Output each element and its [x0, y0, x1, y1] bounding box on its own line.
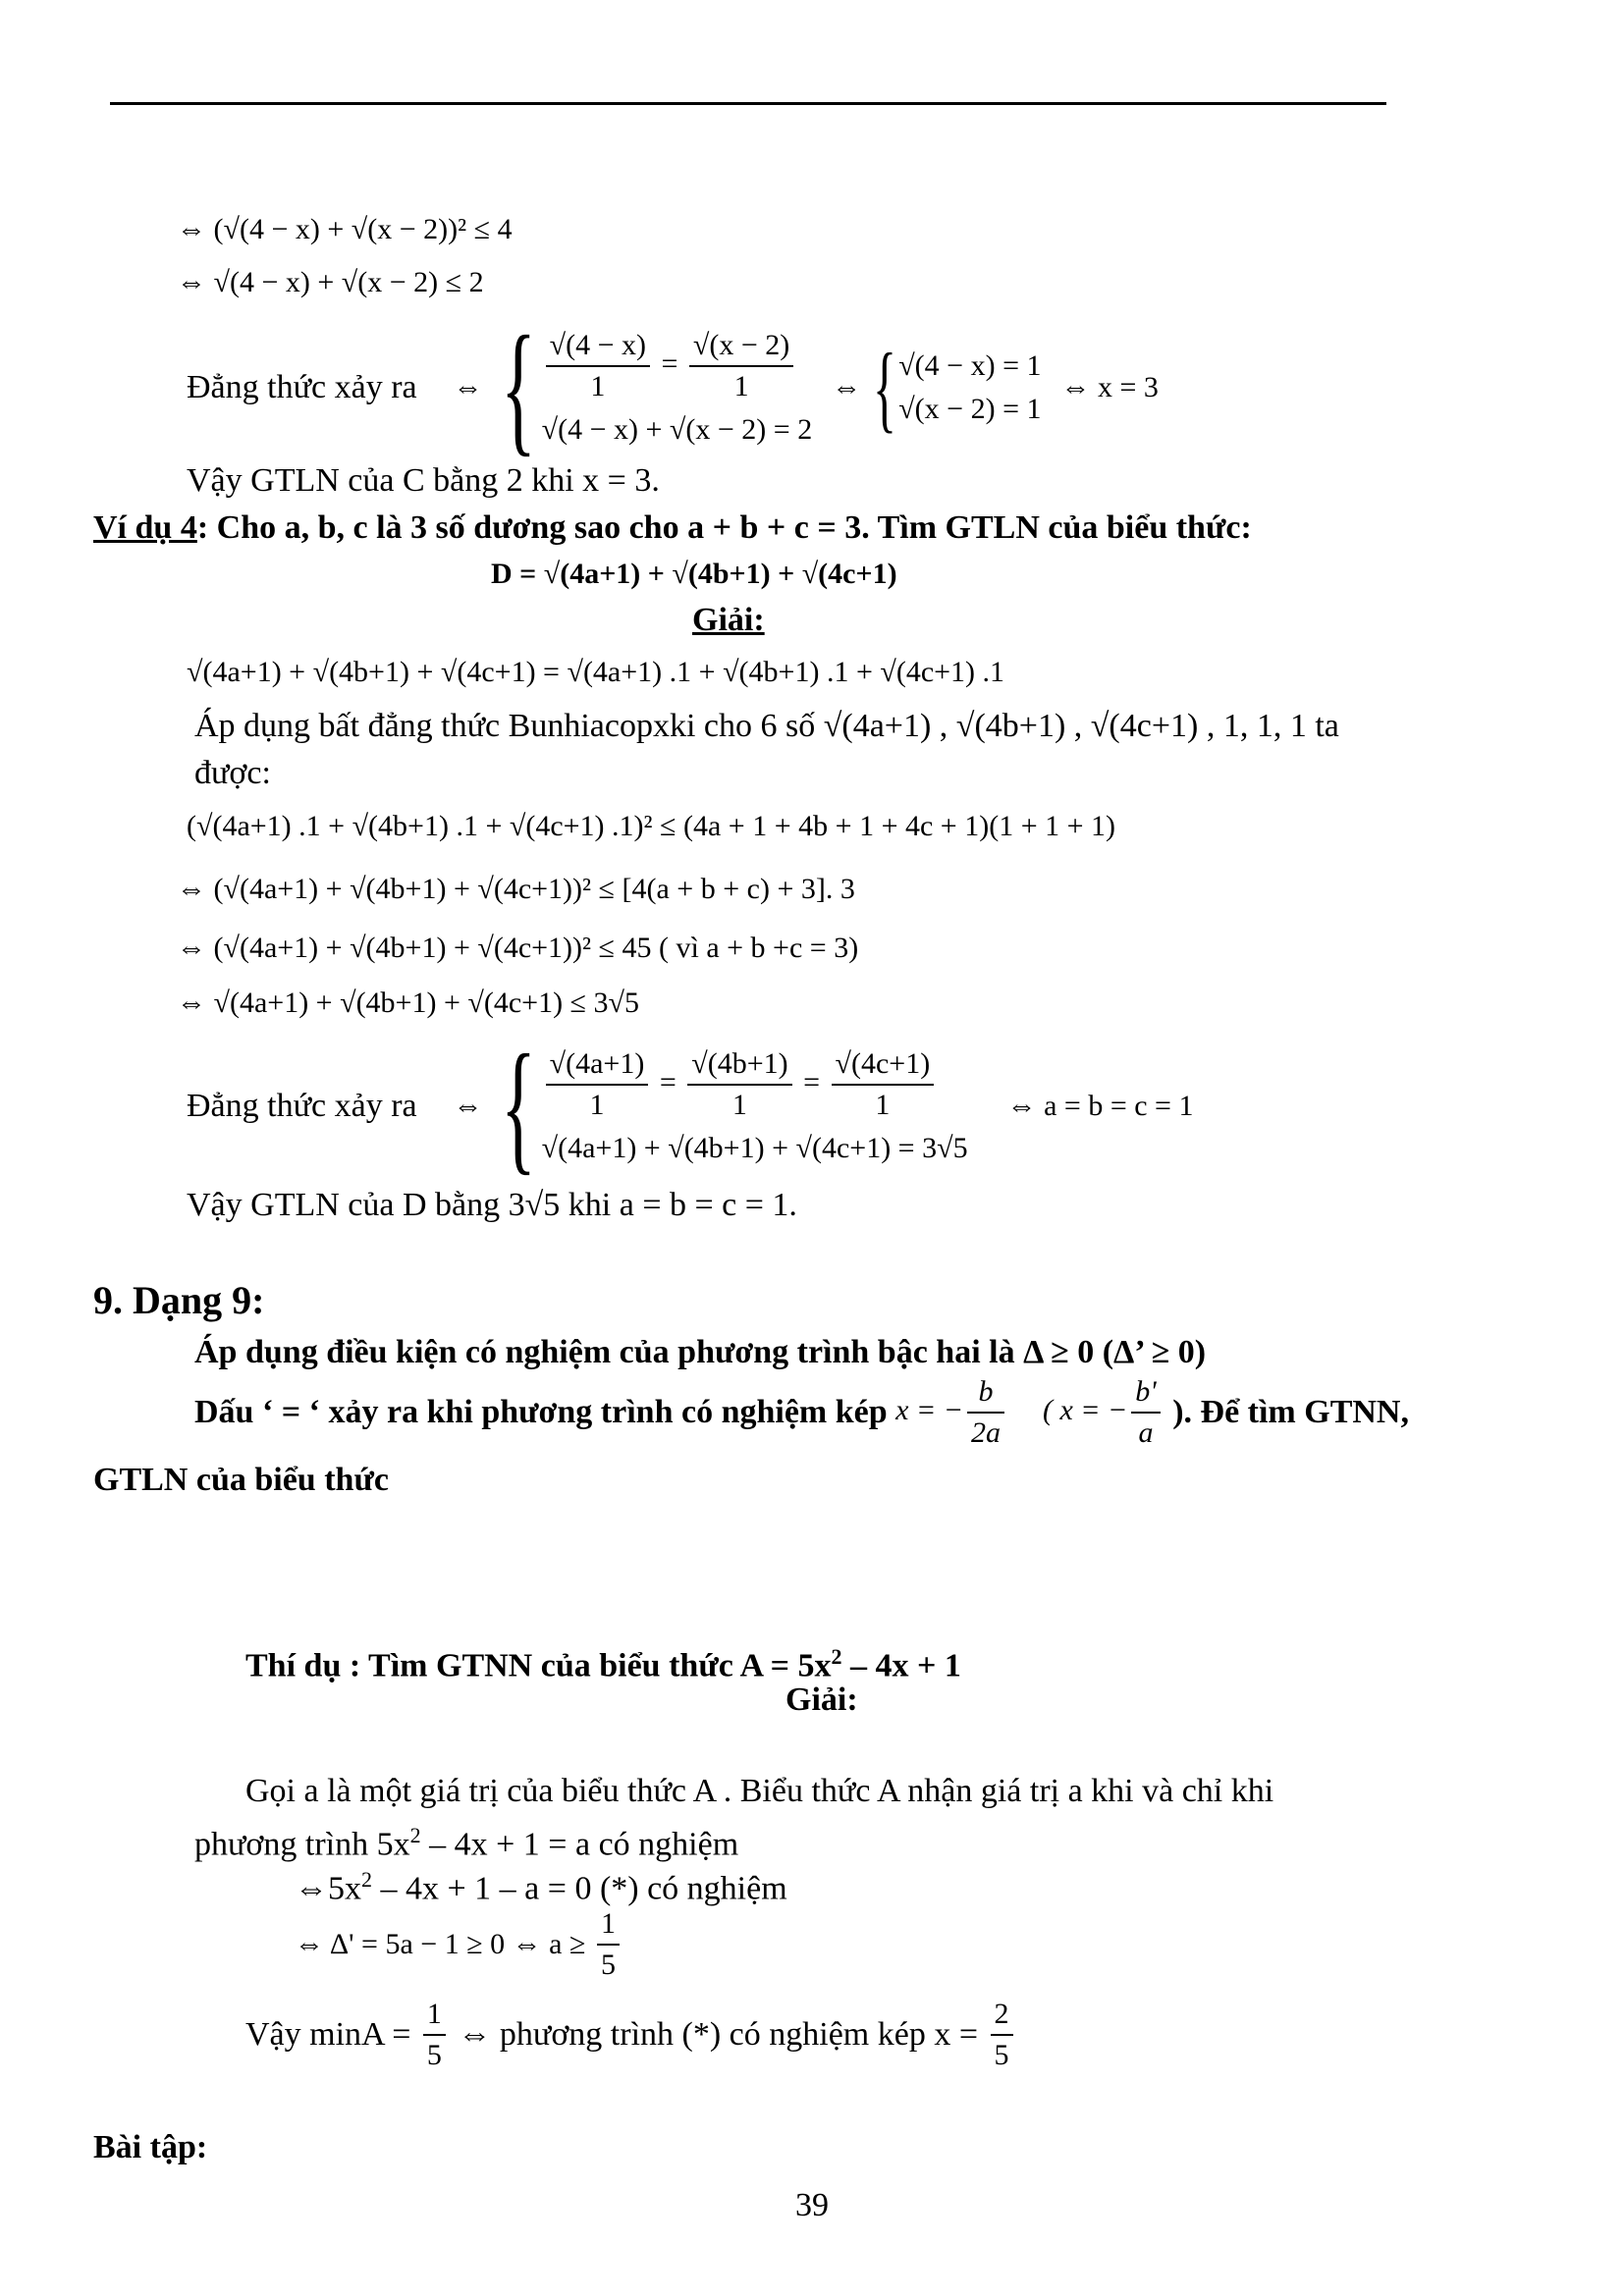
section-9-heading: 9. Dạng 9: — [93, 1278, 265, 1322]
solution-line-3: được: — [194, 755, 271, 791]
example-4-text: : Cho a, b, c là 3 số dương sao cho a + b + c = 3. Tìm GTLN của biểu thức: — [196, 509, 1252, 546]
solution-line-6: ⇔ (√(4a+1) + √(4b+1) + √(4c+1))² ≤ 45 ( vì a + b +c = 3) — [177, 932, 859, 964]
fraction-numerator: √(x − 2) — [689, 326, 793, 367]
example-4-label: Ví dụ 4 — [93, 509, 197, 546]
solution-line-2: Áp dụng bất đẳng thức Bunhiacopxki cho 6 số √(4a+1) , √(4b+1) , √(4c+1) , 1, 1, 1 ta — [194, 708, 1339, 744]
text-sup: 2 — [361, 1867, 372, 1892]
solution-title-1: Giải: — [692, 602, 765, 638]
solution-title-2: Giải: — [785, 1682, 858, 1718]
section-9-text-2 — [194, 1372, 1409, 1461]
equality-label: Đẳng thức xảy ra — [187, 1088, 417, 1124]
fraction-numerator: b — [967, 1372, 1004, 1414]
fraction-denominator: 1 — [589, 1089, 605, 1121]
text-part: Vậy minA = — [245, 2016, 411, 2053]
fraction-denominator: 5 — [426, 2039, 442, 2071]
equality-system: ⇔ { $\frac{√(4 - x)}{1}$ = $\frac{√(x - 2)}{1}$ √(4 − x) + √(x − 2) = 2 ⇔ { √(4 − x) = 1 √(x − 2) = 1 ⇔ x = 3 — [453, 306, 1159, 469]
example-9-line-1: Gọi a là một giá trị của biểu thức A . Biểu thức A nhận giá trị a khi và chỉ khi — [245, 1773, 1274, 1809]
conclusion-c: Vậy GTLN của C bằng 2 khi x = 3. — [187, 462, 660, 499]
text-part: ⇔5x — [295, 1870, 361, 1907]
fraction-numerator: 2 — [991, 1995, 1013, 2036]
solution-line-1: √(4a+1) + √(4b+1) + √(4c+1) = √(4a+1) .1 + √(4b+1) .1 + √(4c+1) .1 — [187, 656, 1005, 688]
solution-line-7: ⇔ √(4a+1) + √(4b+1) + √(4c+1) ≤ 3√5 — [177, 987, 639, 1019]
fraction-numerator: √(4 − x) — [546, 326, 650, 367]
example-9-line-2 — [194, 1816, 738, 1864]
text-part: phương trình 5x — [194, 1826, 410, 1863]
fraction-denominator: 5 — [994, 2039, 1009, 2071]
expression-d: D = √(4a+1) + √(4b+1) + √(4c+1) — [491, 558, 897, 590]
fraction-numerator: 1 — [597, 1904, 620, 1946]
section-9-text-3: GTLN của biểu thức — [93, 1462, 389, 1498]
title-sup: 2 — [831, 1644, 842, 1669]
ineq-line-2: ⇔ √(4 − x) + √(x − 2) ≤ 2 — [177, 266, 484, 298]
system-row: √(4 − x) = 1 — [898, 349, 1042, 382]
example-9-line-3 — [295, 1860, 787, 1908]
system-result: ⇔ a = b = c = 1 — [1006, 1090, 1194, 1122]
fraction-numerator: √(4b+1) — [687, 1044, 791, 1086]
section-9-text-2-end: ). Để tìm GTNN, — [1172, 1394, 1409, 1430]
text-part: – 4x + 1 – a = 0 (*) có nghiệm — [372, 1870, 787, 1907]
fraction-denominator: 2a — [970, 1416, 1001, 1449]
equality-condition-c — [187, 306, 1159, 469]
example-4-statement — [93, 508, 1252, 548]
example-9-title — [245, 1637, 961, 1685]
example-9-line-4 — [295, 1904, 623, 1993]
title-part: Thí dụ : Tìm GTNN của biểu thức A = 5x — [245, 1647, 832, 1684]
text-part: ⇔ phương trình (*) có nghiệm kép x = — [458, 2016, 978, 2053]
fraction-numerator: √(4a+1) — [546, 1044, 649, 1086]
fraction-denominator: 1 — [875, 1089, 891, 1121]
fraction-denominator: 5 — [600, 1949, 616, 1981]
exercises-heading: Bài tập: — [93, 2129, 208, 2165]
title-part: – 4x + 1 — [841, 1647, 961, 1684]
conclusion-d: Vậy GTLN của D bằng 3√5 khi a = b = c = 1. — [187, 1187, 797, 1223]
equality-system: ⇔ { $\frac{√(4a+1)}{1}$ = $\frac{√(4b+1)}{1}$ = $\frac{√(4c+1)}{1}$ √(4a+1) + √(4b+1) + √(4c+1) = 3√5 ⇔ a = b = c = 1 — [453, 1025, 1194, 1188]
text-part: ⇔ Δ' = 5a − 1 ≥ 0 ⇔ a ≥ — [295, 1928, 586, 1960]
example-9-line-5 — [245, 1995, 1017, 2083]
ineq-line-1: ⇔ (√(4 − x) + √(x − 2))² ≤ 4 — [177, 213, 513, 245]
fraction-numerator: b' — [1131, 1372, 1160, 1414]
section-9-text-1: Áp dụng điều kiện có nghiệm của phương trình bậc hai là Δ ≥ 0 (Δ’ ≥ 0) — [194, 1334, 1207, 1370]
page-number: 39 — [795, 2187, 829, 2223]
solution-line-4: (√(4a+1) .1 + √(4b+1) .1 + √(4c+1) .1)² ≤ (4a + 1 + 4b + 1 + 4c + 1)(1 + 1 + 1) — [187, 810, 1116, 842]
system-row: √(x − 2) = 1 — [898, 393, 1042, 425]
fraction-denominator: a — [1138, 1416, 1154, 1449]
text-part: – 4x + 1 = a có nghiệm — [420, 1826, 739, 1863]
fraction-denominator: 1 — [731, 1089, 747, 1121]
equality-condition-d — [187, 1025, 1194, 1188]
formula-part: ( x = − — [1042, 1393, 1128, 1426]
double-root-formula — [895, 1372, 1164, 1453]
fraction-numerator: 1 — [423, 1995, 446, 2036]
text-sup: 2 — [409, 1823, 421, 1847]
system-row: √(4 − x) + √(x − 2) = 2 — [541, 413, 813, 446]
header-rule — [110, 102, 1386, 105]
equality-label: Đẳng thức xảy ra — [187, 369, 417, 405]
fraction-denominator: 1 — [733, 370, 749, 402]
system-result: ⇔ x = 3 — [1060, 371, 1159, 403]
system-row: √(4a+1) + √(4b+1) + √(4c+1) = 3√5 — [541, 1132, 968, 1164]
section-9-text-2-start: Dấu ‘ = ‘ xảy ra khi phương trình có nghiệm kép — [194, 1394, 888, 1430]
fraction-denominator: 1 — [590, 370, 606, 402]
formula-part: x = − — [895, 1393, 963, 1426]
fraction-numerator: √(4c+1) — [832, 1044, 935, 1086]
solution-line-5: ⇔ (√(4a+1) + √(4b+1) + √(4c+1))² ≤ [4(a + b + c) + 3]. 3 — [177, 873, 855, 905]
